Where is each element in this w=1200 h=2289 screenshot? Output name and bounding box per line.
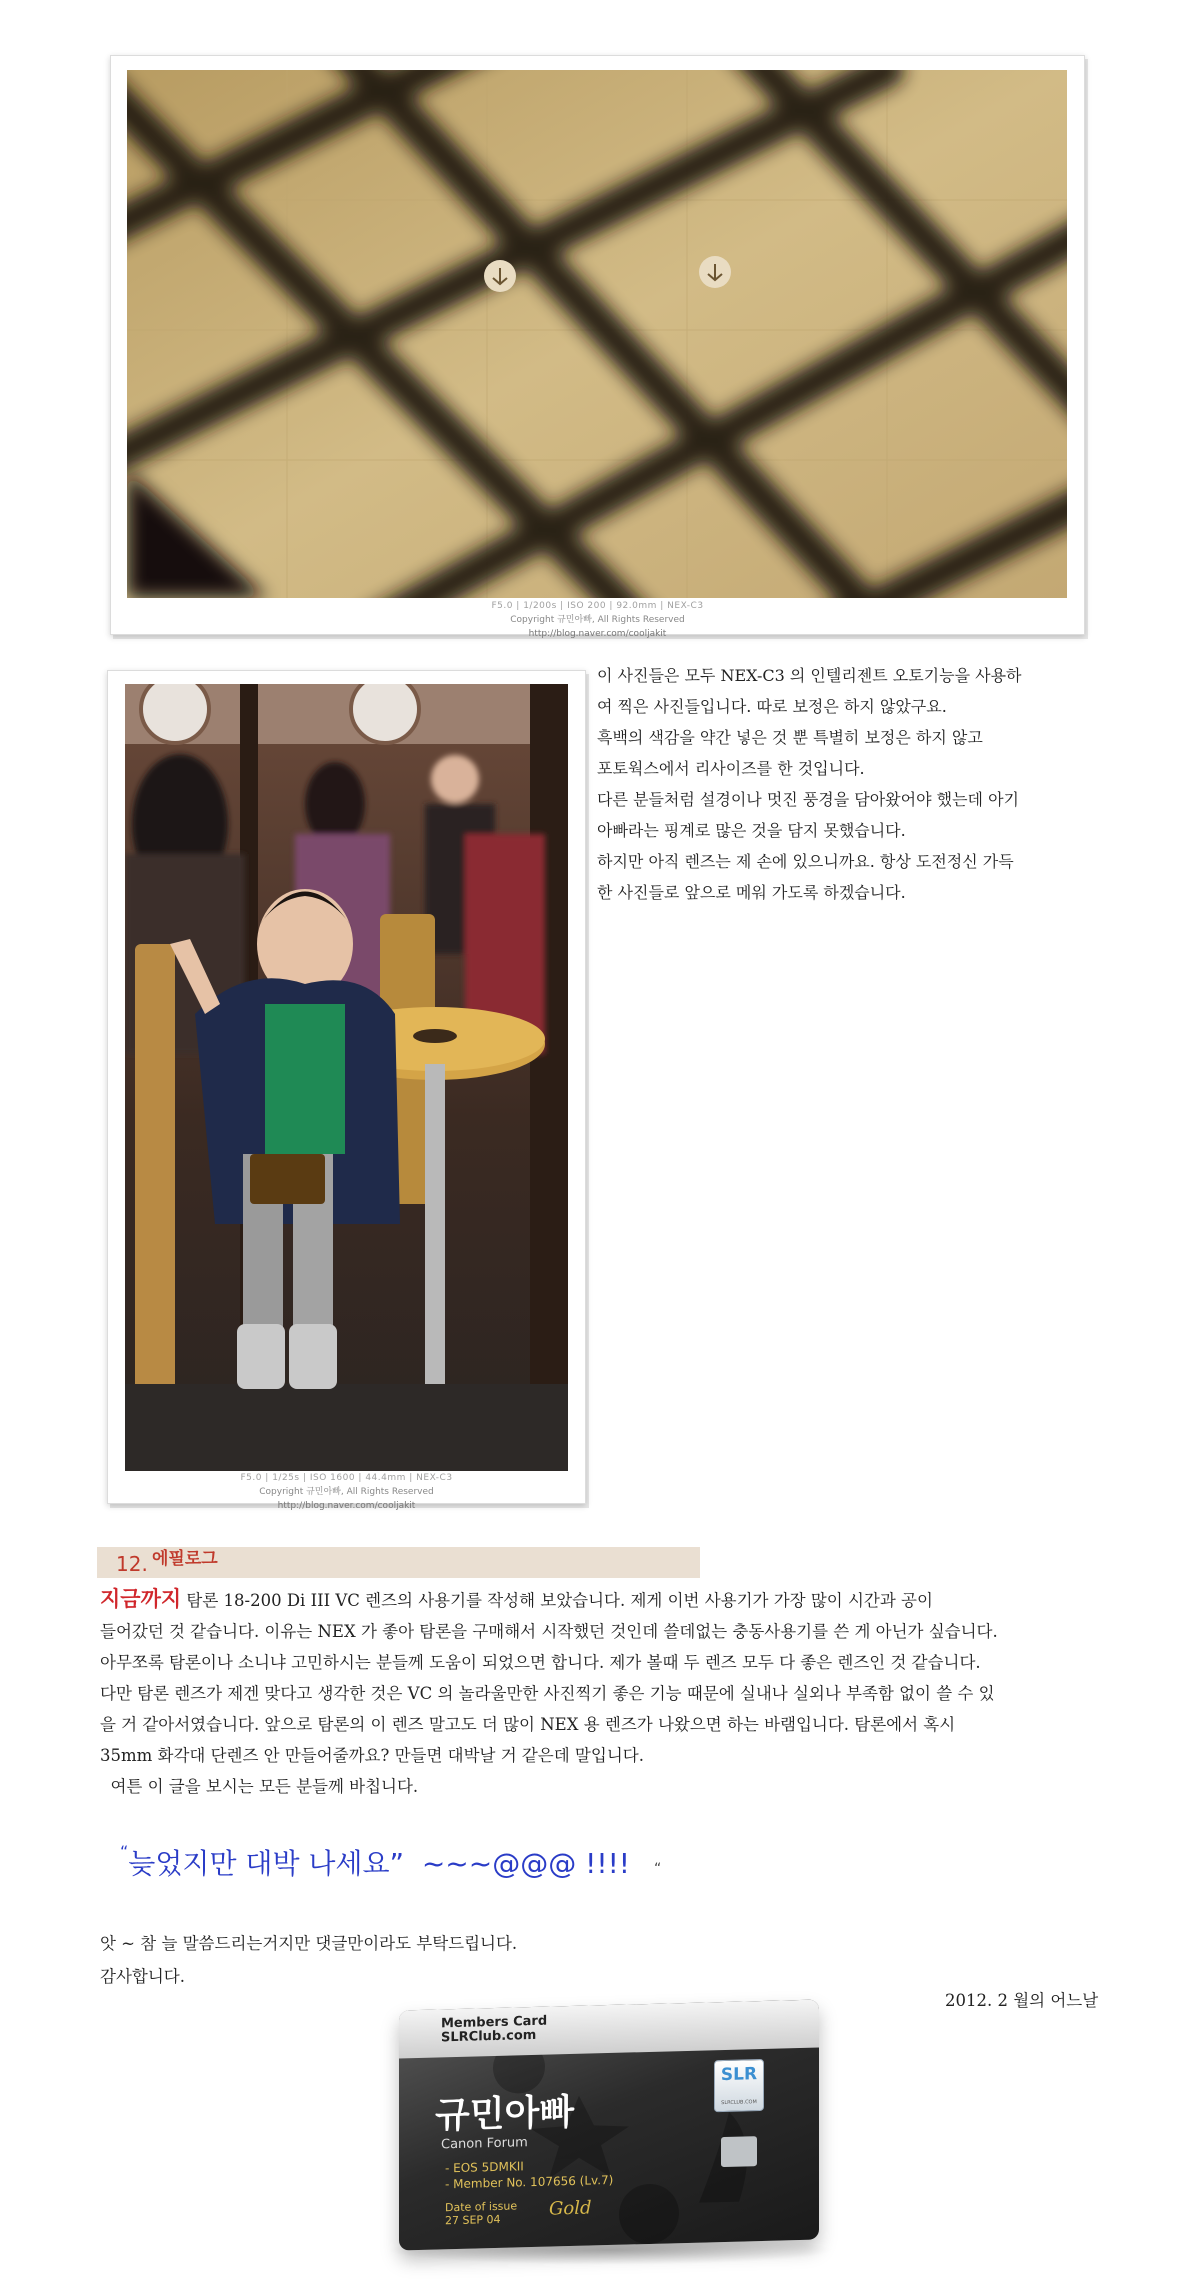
text-line: 을 거 같아서였습니다. 앞으로 탐론의 이 렌즈 말고도 더 많이 NEX 용 렌즈가 나왔으면 하는 바램입니다. 탐론에서 혹시 [100, 1715, 956, 1734]
slr-logo-icon: SLR SLRCLUB.COM [714, 2059, 764, 2112]
photo-caption [108, 1471, 585, 1513]
text-line: 포토웍스에서 리사이즈를 한 것입니다. [597, 759, 865, 778]
exif-info: F5.0 | 1/25s | ISO 1600 | 44.4mm | NEX-C3 [240, 1473, 453, 1483]
text-line: 들어갔던 것 같습니다. 이유는 NEX 가 좋아 탐론을 구매해서 시작했던 것인데 쓸데없는 충동사용기를 쓴 게 아닌가 싶습니다. [100, 1622, 998, 1641]
member-card [395, 2005, 825, 2265]
text-line: 하지만 아직 렌즈는 제 손에 있으니까요. 항상 도전정신 가득 [597, 852, 1014, 871]
floor-marker-icon [484, 260, 516, 292]
text-line: 아빠라는 핑계로 많은 것을 담지 못했습니다. [597, 821, 906, 840]
first-line-text: 탐론 18-200 Di III VC 렌즈의 사용기를 작성해 보았습니다. 제게 이번 사용기가 가장 많이 시간과 공이 [181, 1591, 933, 1610]
text-line: 감사합니다. [100, 1967, 185, 1986]
text-line: 앗 ~ 참 늘 말씀드리는거지만 댓글만이라도 부탁드립니다. [100, 1934, 518, 1953]
section-title: 에필로그 [152, 1549, 218, 1569]
card-issue-date: Date of issue 27 SEP 04 [445, 2199, 518, 2228]
coffee-logo-icon [141, 684, 209, 743]
copyright-text: Copyright 규민아빠, All Rights Reserved [259, 1487, 434, 1497]
lead-word: 지금까지 [100, 1587, 182, 1611]
photo-frame-child [107, 670, 586, 1511]
slogan [120, 1842, 661, 1882]
copyright-text: Copyright 규민아빠, All Rights Reserved [510, 615, 685, 625]
open-quote: “ [120, 1842, 129, 1861]
text-line: 한 사진들로 앞으로 메워 가도록 하겠습니다. [597, 883, 906, 902]
text-line [100, 1584, 1120, 1616]
text-line: 다른 분들처럼 설경이나 멋진 풍경을 담아왔어야 했는데 아기 [597, 790, 1020, 809]
floor-marker-icon [699, 256, 731, 288]
coffee-logo-icon [351, 684, 419, 743]
photo-caption [111, 599, 1084, 641]
card-grade-signature: Gold [549, 2197, 592, 2220]
member-card-body [399, 2000, 819, 2251]
floor-shadow-photo [127, 70, 1067, 598]
blog-url: http://blog.naver.com/cooljakit [277, 1501, 416, 1511]
photo-frame-floor [110, 55, 1085, 639]
post-date: 2012. 2 월의 어느날 [945, 1991, 1099, 2010]
exif-info: F5.0 | 1/200s | ISO 200 | 92.0mm | NEX-C3 [491, 601, 704, 611]
epilogue-body [100, 1584, 1120, 1802]
text-line: 아무쪼록 탐론이나 소니냐 고민하시는 분들께 도움이 되었으면 합니다. 제가 볼때 두 렌즈 모두 다 좋은 렌즈인 것 같습니다. [100, 1653, 981, 1672]
card-member-number: - Member No. 107656 (Lv.7) [445, 2172, 614, 2192]
text-line: 다만 탐론 렌즈가 제겐 맞다고 생각한 것은 VC 의 놀라울만한 사진찍기 좋은 기능 때문에 실내나 실외나 부족함 없이 쓸 수 있 [100, 1684, 995, 1703]
blog-url: http://blog.naver.com/cooljakit [528, 629, 667, 639]
slogan-text: 늦었지만 대박 나세요” ~~~@@@ !!!! [128, 1847, 631, 1880]
text-line: 여튼 이 글을 보시는 모든 분들께 바칩니다. [100, 1777, 419, 1796]
text-line: 이 사진들은 모두 NEX-C3 의 인텔리젠트 오토기능을 사용하 [597, 666, 1022, 685]
child-cafe-photo [125, 684, 568, 1471]
card-camera-model: - EOS 5DMKII [445, 2159, 524, 2176]
globe-icon [721, 2136, 757, 2167]
text-line: 35mm 화각대 단렌즈 안 만들어줄까요? 만들면 대박날 거 같은데 말입니다. [100, 1746, 644, 1765]
photo-description [597, 660, 1117, 908]
card-forum: Canon Forum [441, 2135, 528, 2153]
card-title: Members Card SLRClub.com [441, 2013, 548, 2046]
text-line: 흑백의 색감을 약간 넣은 것 뿐 특별히 보정은 하지 않고 [597, 728, 983, 747]
card-member-name: 규민아빠 [435, 2091, 575, 2137]
closing-text [100, 1927, 517, 1993]
close-quote: “ [654, 1861, 662, 1877]
text-line: 여 찍은 사진들입니다. 따로 보정은 하지 않았구요. [597, 697, 947, 716]
section-number: 12. [116, 1552, 148, 1576]
